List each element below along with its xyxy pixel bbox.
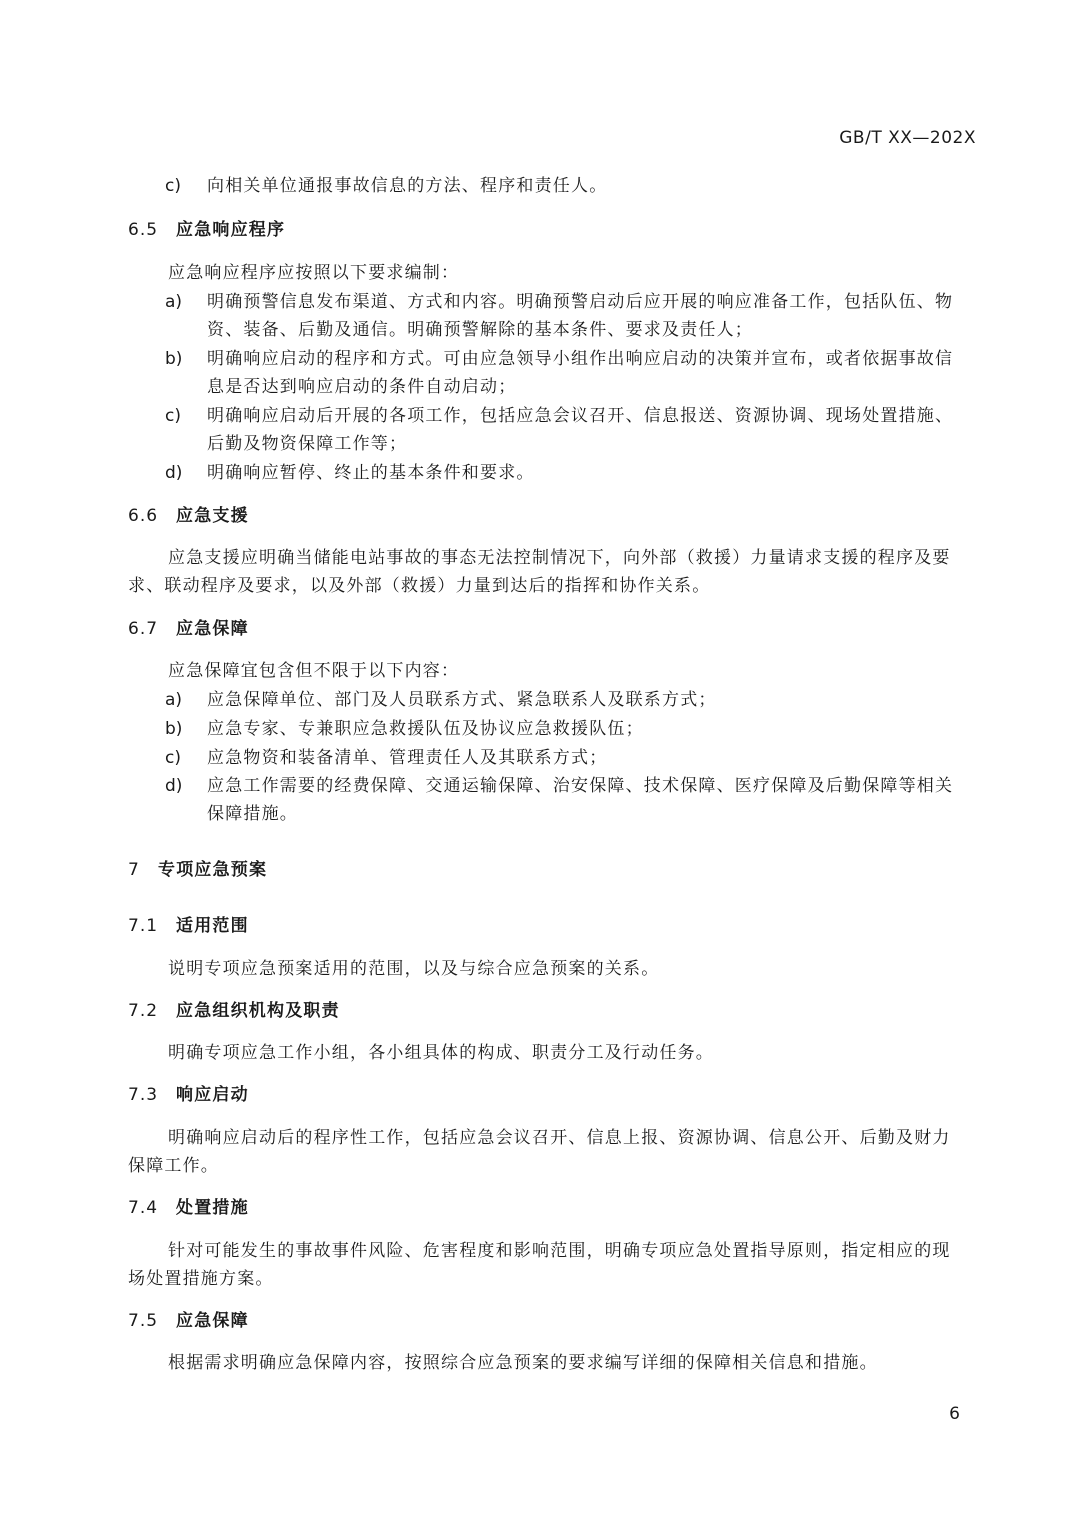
- section-number: 7.5: [128, 1311, 159, 1331]
- section-title: 应急组织机构及职责: [176, 1001, 340, 1021]
- list-item-text-cont: 后勤及物资保障工作等；: [207, 434, 408, 454]
- paragraph-cont: 场处置措施方案。: [128, 1269, 274, 1289]
- list-item-text-cont: 资、装备、后勤及通信。明确预警解除的基本条件、要求及责任人；: [207, 320, 753, 340]
- section-title: 适用范围: [176, 916, 249, 936]
- section-title: 处置措施: [176, 1198, 249, 1218]
- list-item-text: 应急物资和装备清单、管理责任人及其联系方式；: [207, 748, 608, 768]
- list-item-text: 应急保障单位、部门及人员联系方式、紧急联系人及联系方式；: [207, 690, 717, 710]
- section-title: 响应启动: [176, 1085, 249, 1105]
- section-number: 7.3: [128, 1085, 159, 1105]
- section-number: 7.1: [128, 916, 159, 936]
- paragraph: 明确专项应急工作小组，各小组具体的构成、职责分工及行动任务。: [168, 1043, 714, 1063]
- paragraph-cont: 求、联动程序及要求，以及外部（救援）力量到达后的指挥和协作关系。: [128, 576, 711, 596]
- paragraph-cont: 保障工作。: [128, 1156, 219, 1176]
- section-number: 6.7: [128, 619, 159, 639]
- list-marker: b): [165, 719, 183, 739]
- list-item-text: 应急工作需要的经费保障、交通运输保障、治安保障、技术保障、医疗保障及后勤保障等相关: [207, 776, 954, 796]
- paragraph: 说明专项应急预案适用的范围，以及与综合应急预案的关系。: [168, 959, 660, 979]
- paragraph: 根据需求明确应急保障内容，按照综合应急预案的要求编写详细的保障相关信息和措施。: [168, 1353, 878, 1373]
- list-item-text: 明确预警信息发布渠道、方式和内容。明确预警启动后应开展的响应准备工作，包括队伍、物: [207, 292, 954, 312]
- paragraph: 应急保障宜包含但不限于以下内容：: [168, 661, 460, 681]
- section-number: 7.4: [128, 1198, 159, 1218]
- list-item-text-cont: 保障措施。: [207, 804, 298, 824]
- list-marker: c): [165, 748, 181, 768]
- list-marker: b): [165, 349, 183, 369]
- list-marker: c): [165, 406, 181, 426]
- list-marker: a): [165, 690, 183, 710]
- list-item-text-cont: 息是否达到响应启动的条件自动启动；: [207, 377, 517, 397]
- list-item-text: 应急专家、专兼职应急救援队伍及协议应急救援队伍；: [207, 719, 644, 739]
- section-number: 6.5: [128, 220, 159, 240]
- section-title: 应急保障: [176, 1311, 249, 1331]
- list-marker: d): [165, 776, 183, 796]
- paragraph: 应急响应程序应按照以下要求编制：: [168, 263, 460, 283]
- section-title: 应急支援: [176, 506, 249, 526]
- list-marker: c): [165, 176, 181, 196]
- paragraph: 明确响应启动后的程序性工作，包括应急会议召开、信息上报、资源协调、信息公开、后勤及财力: [168, 1128, 951, 1148]
- paragraph: 针对可能发生的事故事件风险、危害程度和影响范围，明确专项应急处置指导原则，指定相应的现: [168, 1241, 951, 1261]
- section-title: 应急保障: [176, 619, 249, 639]
- section-title: 应急响应程序: [176, 220, 286, 240]
- chapter-title: 专项应急预案: [158, 860, 268, 880]
- chapter-number: 7: [128, 860, 139, 880]
- list-item-text: 明确响应启动后开展的各项工作，包括应急会议召开、信息报送、资源协调、现场处置措施、: [207, 406, 954, 426]
- page-number: 6: [949, 1404, 960, 1424]
- section-number: 7.2: [128, 1001, 159, 1021]
- list-item-text: 向相关单位通报事故信息的方法、程序和责任人。: [207, 176, 608, 196]
- list-marker: a): [165, 292, 183, 312]
- list-item-text: 明确响应暂停、终止的基本条件和要求。: [207, 463, 535, 483]
- list-item-text: 明确响应启动的程序和方式。可由应急领导小组作出响应启动的决策并宣布，或者依据事故信: [207, 349, 954, 369]
- section-number: 6.6: [128, 506, 159, 526]
- list-marker: d): [165, 463, 183, 483]
- paragraph: 应急支援应明确当储能电站事故的事态无法控制情况下，向外部（救援）力量请求支援的程序及要: [168, 548, 951, 568]
- standard-code-header: GB/T XX—202X: [839, 128, 976, 148]
